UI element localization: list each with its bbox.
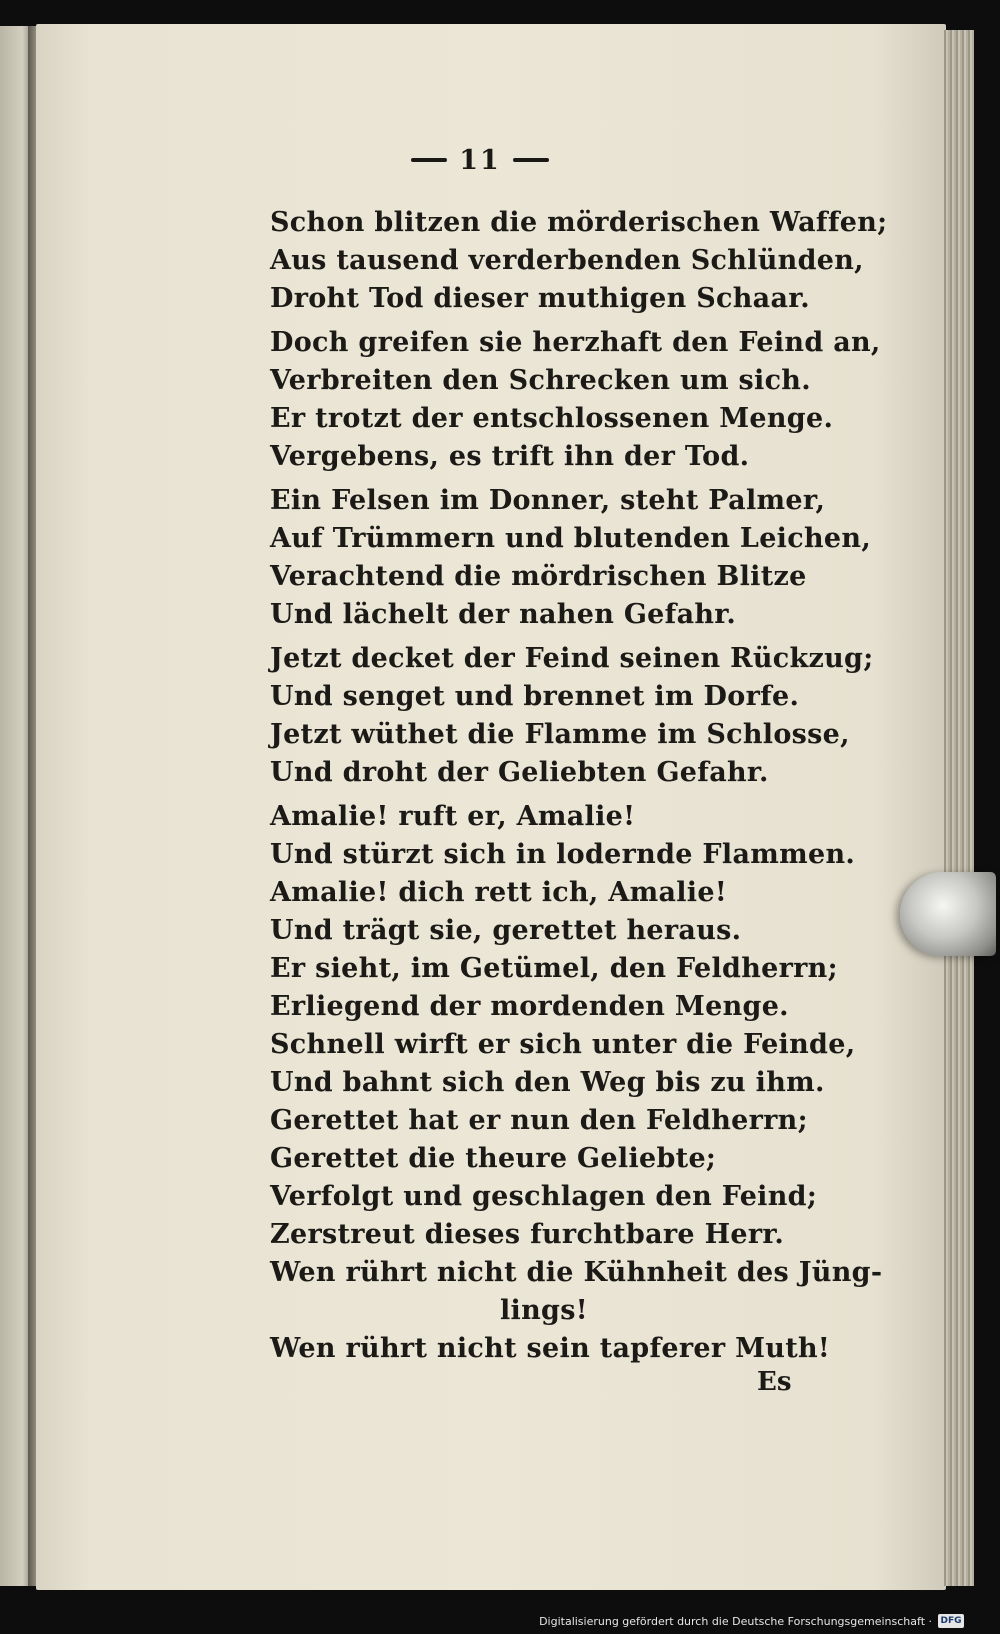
page-stack-edge (944, 30, 974, 1586)
poem-line: Wen rührt nicht die Kühnheit des Jüng- (270, 1257, 883, 1288)
poem-line: Schnell wirft er sich unter die Feinde, (270, 1029, 856, 1060)
poem-line: Er trotzt der entschlossenen Menge. (270, 403, 834, 434)
poem-line: Doch greifen sie herzhaft den Feind an, (270, 327, 881, 358)
poem-line: Gerettet hat er nun den Feldherrn; (270, 1105, 808, 1136)
poem-line: Schon blitzen die mörderischen Waffen; (270, 207, 888, 238)
poem-line: Droht Tod dieser muthigen Schaar. (270, 283, 810, 314)
poem-line: Er sieht, im Getümel, den Feldherrn; (270, 953, 838, 984)
poem-line: Wen rührt nicht sein tapferer Muth! (270, 1333, 831, 1364)
poem-line: Erliegend der mordenden Menge. (270, 991, 789, 1022)
stanza (270, 798, 883, 1368)
page-number-text: 11 (459, 144, 501, 176)
catchword: Es (757, 1367, 792, 1397)
footer-credit-text: Digitalisierung gefördert durch die Deutsche Forschungsgemeinschaft · (539, 1614, 932, 1628)
stanza (270, 324, 881, 476)
poem-line: Zerstreut dieses furchtbare Herr. (270, 1219, 785, 1250)
poem-line-continuation: lings! (500, 1295, 588, 1326)
poem-line: Gerettet die theure Geliebte; (270, 1143, 717, 1174)
poem-line: Und trägt sie, gerettet heraus. (270, 915, 742, 946)
stanza (270, 204, 888, 318)
poem-line: Jetzt wüthet die Flamme im Schlosse, (270, 719, 850, 750)
poem-line: Vergebens, es trift ihn der Tod. (270, 441, 750, 472)
stanza (270, 640, 874, 792)
page-clip (900, 872, 996, 956)
poem-line: Jetzt decket der Feind seinen Rückzug; (270, 643, 874, 674)
poem-line: Verbreiten den Schrecken um sich. (270, 365, 811, 396)
dash-right-icon (513, 158, 549, 162)
poem-line: Auf Trümmern und blutenden Leichen, (270, 523, 872, 554)
poem-line: Und droht der Geliebten Gefahr. (270, 757, 769, 788)
dash-left-icon (411, 158, 447, 162)
page-number (390, 140, 570, 180)
poem-line: Und stürzt sich in lodernde Flammen. (270, 839, 856, 870)
poem-line: Verfolgt und geschlagen den Feind; (270, 1181, 818, 1212)
footer-credit (539, 1610, 964, 1632)
poem-line: Aus tausend verderbenden Schlünden, (270, 245, 864, 276)
poem-line: Verachtend die mördrischen Blitze (270, 561, 807, 592)
poem-line: Und lächelt der nahen Gefahr. (270, 599, 737, 630)
dfg-logo-icon: DFG (938, 1614, 964, 1628)
poem-line: Amalie! ruft er, Amalie! (270, 801, 636, 832)
poem-line: Und bahnt sich den Weg bis zu ihm. (270, 1067, 825, 1098)
poem-line: Amalie! dich rett ich, Amalie! (270, 877, 727, 908)
stanza (270, 482, 872, 634)
poem-line: Ein Felsen im Donner, steht Palmer, (270, 485, 826, 516)
poem-text (270, 204, 888, 1374)
poem-line: Und senget und brennet im Dorfe. (270, 681, 800, 712)
